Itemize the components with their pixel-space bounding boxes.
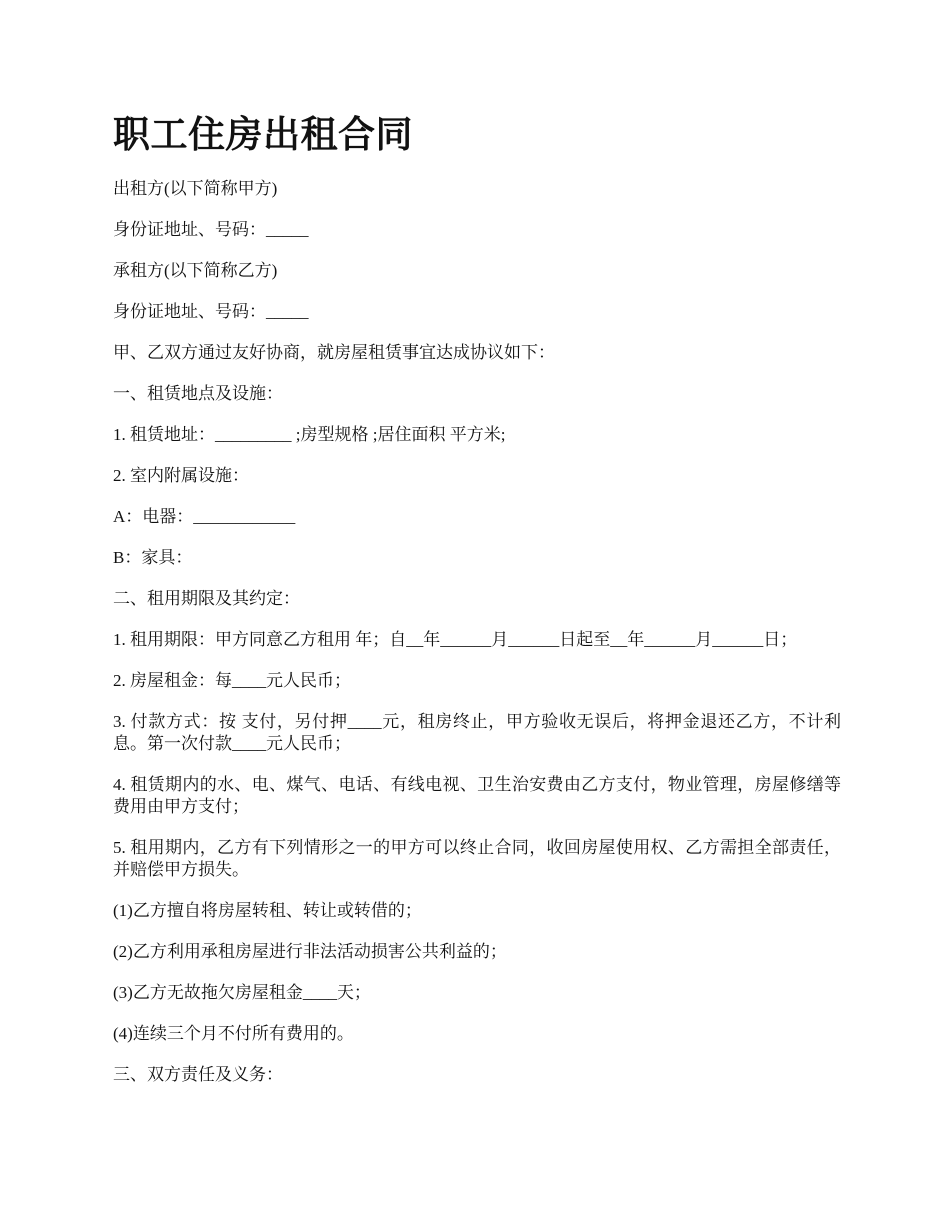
clause-1-1: 1. 租赁地址：_________ ;房型规格 ;居住面积 平方米; <box>113 425 506 444</box>
clause-1-2-b: B：家具： <box>113 548 193 567</box>
clause-2-5-3: (3)乙方无故拖欠房屋租金____天； <box>113 983 371 1002</box>
clause-1-2-a: A：电器：____________ <box>113 507 296 526</box>
clause-2-4: 4. 租赁期内的水、电、煤气、电话、有线电视、卫生治安费由乙方支付，物业管理，房屋修缮等费用由甲方支付； <box>113 775 841 816</box>
clause-2-2: 2. 房屋租金：每____元人民币； <box>113 671 351 690</box>
clause-2-1: 1. 租用期限：甲方同意乙方租用 年；自__年______月______日起至__年______月______日； <box>113 630 798 649</box>
party-a-id-line: 身份证地址、号码：_____ <box>113 220 309 239</box>
section-1-heading: 一、租赁地点及设施： <box>113 384 283 403</box>
document-title: 职工住房出租合同 <box>113 115 413 156</box>
clause-2-5: 5. 租用期内，乙方有下列情形之一的甲方可以终止合同，收回房屋使用权、乙方需担全部责任，并赔偿甲方损失。 <box>113 838 841 879</box>
agreement-intro: 甲、乙双方通过友好协商，就房屋租赁事宜达成协议如下： <box>113 343 555 362</box>
clause-2-5-1: (1)乙方擅自将房屋转租、转让或转借的； <box>113 901 422 920</box>
clause-1-2: 2. 室内附属设施： <box>113 466 249 485</box>
clause-2-5-4: (4)连续三个月不付所有费用的。 <box>113 1024 354 1043</box>
section-3-heading: 三、双方责任及义务： <box>113 1065 283 1084</box>
clause-2-5-2: (2)乙方利用承租房屋进行非法活动损害公共利益的； <box>113 942 507 961</box>
clause-2-3: 3. 付款方式：按 支付，另付押____元，租房终止，甲方验收无误后，将押金退还乙方，不计利息。第一次付款____元人民币； <box>113 712 841 753</box>
document-page <box>113 112 841 1105</box>
section-2-heading: 二、租用期限及其约定： <box>113 589 300 608</box>
party-b-id-line: 身份证地址、号码：_____ <box>113 302 309 321</box>
party-b-label: 承租方(以下简称乙方) <box>113 261 278 280</box>
party-a-label: 出租方(以下简称甲方) <box>113 179 278 198</box>
